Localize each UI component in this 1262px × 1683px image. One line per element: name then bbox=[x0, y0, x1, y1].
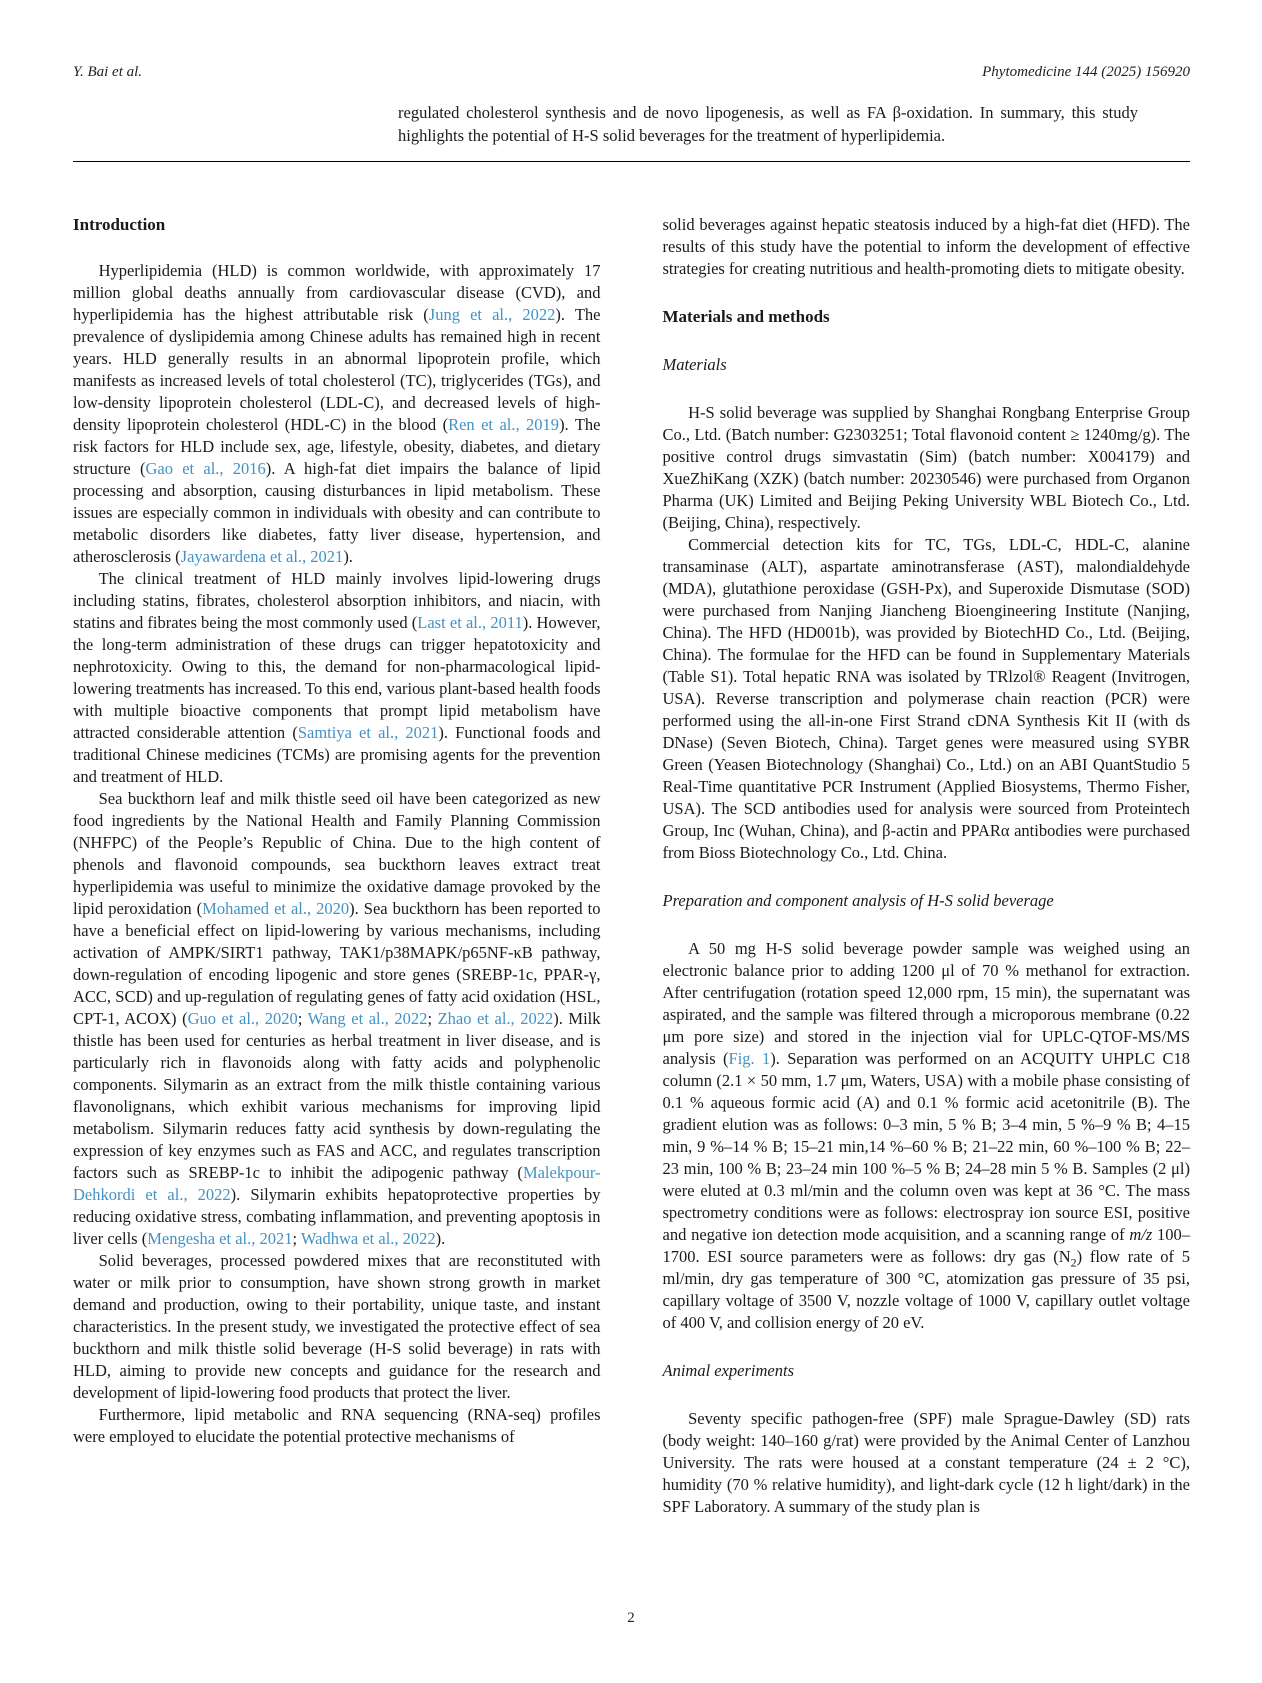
text-run: ). However, the long-term administration of these drugs can trigger hepatotoxicity and nephrotoxicity. Owing to this, the demand for non-pharmacological lipid-lowering treatments has increased. To this end, various plant-based health foods with multiple bioactive components that prompt lipid metabolism have attracted considerable attention ( bbox=[73, 613, 601, 742]
subsection-heading: Animal experiments bbox=[662, 1361, 795, 1380]
citation-link[interactable]: Gao et al., 2016 bbox=[145, 459, 266, 478]
subsection-heading: Preparation and component analysis of H-S solid beverage bbox=[662, 891, 1054, 910]
journal-reference: Phytomedicine 144 (2025) 156920 bbox=[982, 64, 1190, 80]
paragraph bbox=[663, 1408, 1191, 1518]
text-run: solid beverages against hepatic steatosis induced by a high-fat diet (HFD). The results of this study have the potential to inform the development of effective strategies for creating nutritious and health-promoting diets to mitigate obesity. bbox=[662, 215, 1190, 278]
paragraph bbox=[73, 260, 601, 568]
paragraph bbox=[73, 568, 601, 788]
text-run: ). The risk factors for HLD include sex, age, lifestyle, obesity, diabetes, and dietary structure ( bbox=[73, 415, 601, 478]
paragraph bbox=[663, 402, 1191, 534]
citation-link[interactable]: Last et al., 2011 bbox=[417, 613, 523, 632]
text-run: ). Functional foods and traditional Chinese medicines (TCMs) are promising agents for the prevention and treatment of HLD. bbox=[73, 723, 601, 786]
text-run: ). Separation was performed on an ACQUITY UHPLC C18 column (2.1 × 50 mm, 1.7 μm, Waters, USA) with a mobile phase consisting of 0.1 % aqueous formic acid (A) and 0.1 % formic acid acetonitrile (B). The gradient elution was as follows: 0–3 min, 5 % B; 3–4 min, 5 %–9 % B; 4–15 min, 9 %–14 % B; 15–21 min,14 %–60 % B; 21–22 min, 60 %–100 % B; 22–23 min, 100 % B; 23–24 min 100 %–5 % B; 24–28 min 5 % B. Samples (2 μl) were eluted at 0.3 ml/min and the column oven was kept at 36 °C. The mass spectrometry conditions were as follows: electrospray ion source ESI, positive and negative ion detection mode acquisition, and a scanning range of bbox=[662, 1049, 1191, 1244]
materials-and-methods-subsections bbox=[663, 354, 1191, 1518]
left-column bbox=[73, 214, 601, 1518]
text-run: Seventy specific pathogen-free (SPF) male Sprague-Dawley (SD) rats (body weight: 140–160 g/rat) were provided by the Animal Center of Lanzhou University. The rats were housed at a constant temperature (24 ± 2 °C), humidity (70 % relative humidity), and light-dark cycle (12 h light/dark) in the SPF Laboratory. A summary of the study plan is bbox=[662, 1409, 1190, 1516]
paragraph bbox=[73, 1404, 601, 1448]
text-run: 100–1700. ESI source parameters were as follows: dry gas (N bbox=[662, 1225, 1190, 1266]
text-run: Solid beverages, processed powdered mixes that are reconstituted with water or milk prior to consumption, have shown strong growth in market demand and production, owing to their portability, unique taste, and instant characteristics. In the present study, we investigated the protective effect of sea buckthorn and milk thistle solid beverage (H-S solid beverage) in rats with HLD, aiming to provide new concepts and guidance for the research and development of lipid-lowering food products that protect the liver. bbox=[73, 1251, 601, 1402]
text-run: ). A high-fat diet impairs the balance of lipid processing and absorption, causing disturbances in lipid metabolism. These issues are especially common in individuals with obesity and can contribute to metabolic disorders like diabetes, fatty liver disease, hypertension, and atherosclerosis ( bbox=[73, 459, 601, 566]
text-run: ). Silymarin exhibits hepatoprotective properties by reducing oxidative stress, combating inflammation, and preventing apoptosis in liver cells ( bbox=[73, 1185, 601, 1248]
text-run: Furthermore, lipid metabolic and RNA sequencing (RNA-seq) profiles were employed to elucidate the potential protective mechanisms of bbox=[73, 1405, 601, 1446]
citation-link[interactable]: Fig. 1 bbox=[728, 1049, 771, 1068]
text-run: ; bbox=[297, 1009, 308, 1028]
continuation-paragraph bbox=[663, 214, 1191, 280]
right-column bbox=[663, 214, 1191, 1518]
citation-link[interactable]: Mohamed et al., 2020 bbox=[202, 899, 350, 918]
paragraph bbox=[73, 788, 601, 1250]
section-heading-materials-and-methods: Materials and methods bbox=[662, 307, 830, 326]
text-run: The clinical treatment of HLD mainly involves lipid-lowering drugs including statins, fibrates, cholesterol absorption inhibitors, and niacin, with statins and fibrates being the most commonly used ( bbox=[73, 569, 601, 632]
citation-link[interactable]: Jayawardena et al., 2021 bbox=[180, 547, 344, 566]
content-columns bbox=[73, 214, 1190, 1518]
citation-link[interactable]: Zhao et al., 2022 bbox=[437, 1009, 554, 1028]
citation-link[interactable]: Samtiya et al., 2021 bbox=[297, 723, 439, 742]
citation-link[interactable]: Wadhwa et al., 2022 bbox=[300, 1229, 436, 1248]
subsection-heading: Materials bbox=[662, 355, 727, 374]
page-header bbox=[73, 64, 1190, 81]
citation-link[interactable]: Ren et al., 2019 bbox=[448, 415, 560, 434]
text-run: ). bbox=[435, 1229, 446, 1248]
text-run: A 50 mg H-S solid beverage powder sample was weighed using an electronic balance prior to adding 1200 μl of 70 % methanol for extraction. After centrifugation (rotation speed 12,000 rpm, 15 min), the supernatant was aspirated, and the sample was filtered through a microporous membrane (0.22 μm pore size) and stored in the injection vial for UPLC-QTOF-MS/MS analysis ( bbox=[662, 939, 1190, 1068]
text-run: H-S solid beverage was supplied by Shanghai Rongbang Enterprise Group Co., Ltd. (Batch number: G2303251; Total flavonoid content ≥ 1240mg/g). The positive control drugs simvastatin (Sim) (batch number: X004179) and XueZhiKang (XZK) (batch number: 20230546) were purchased from Organon Pharma (UK) Limited and Beijing Peking University WBL Biotech Co., Ltd. (Beijing, China), respectively. bbox=[662, 403, 1190, 532]
running-author: Y. Bai et al. bbox=[73, 64, 143, 80]
text-run: Commercial detection kits for TC, TGs, LDL-C, HDL-C, alanine transaminase (ALT), aspartate aminotransferase (AST), malondialdehyde (MDA), glutathione peroxidase (GSH-Px), and Superoxide Dismutase (SOD) were purchased from Nanjing Jiancheng Bioengineering Institute (Nanjing, China). The HFD (HD001b), was provided by BiotechHD Co., Ltd. (Beijing, China). The formulae for the HFD can be found in Supplementary Materials (Table S1). Total hepatic RNA was isolated by TRlzol® Reagent (Invitrogen, USA). Reverse transcription and polymerase chain reaction (PCR) were performed using the all-in-one First Strand cDNA Synthesis Kit II (with ds DNase) (Seven Biotech, China). Target genes were measured using SYBR Green (Yeasen Biotechnology (Shanghai) Co., Ltd.) on an ABI QuantStudio 5 Real-Time quantitative PCR Instrument (Applied Biosystems, Thermo Fisher, USA). The SCD antibodies used for analysis were sourced from Proteintech Group, Inc (Wuhan, China), and β-actin and PPARα antibodies were purchased from Bioss Biotechnology Co., Ltd. China. bbox=[662, 535, 1190, 862]
paragraph bbox=[73, 1250, 601, 1404]
page-footer bbox=[0, 1610, 1262, 1627]
introduction-paragraphs bbox=[73, 260, 601, 1448]
header-rule bbox=[73, 161, 1190, 162]
text-run: Sea buckthorn leaf and milk thistle seed oil have been categorized as new food ingredients by the National Health and Family Planning Commission (NHFPC) of the People’s Republic of China. Due to the high content of phenols and flavonoid compounds, sea buckthorn leaves extract treat hyperlipidemia was useful to minimize the oxidative damage provoked by the lipid peroxidation ( bbox=[73, 789, 601, 918]
section-heading-introduction: Introduction bbox=[73, 215, 166, 234]
text-run: ). Milk thistle has been used for centuries as herbal treatment in liver disease, and is particularly rich in flavonoids along with fatty acids and polyphenolic components. Silymarin as an extract from the milk thistle containing various flavonolignans, which exhibit various mechanisms for improving lipid metabolism. Silymarin reduces fatty acid synthesis by down-regulating the expression of key enzymes such as FAS and ACC, and regulates transcription factors such as SREBP-1c to inhibit the adipogenic pathway ( bbox=[73, 1009, 601, 1182]
text-run: m/z bbox=[1129, 1225, 1153, 1244]
text-run: ). bbox=[343, 547, 353, 566]
text-run: ; bbox=[292, 1229, 301, 1248]
paragraph bbox=[663, 534, 1191, 864]
text-run: 2 bbox=[1070, 1255, 1077, 1270]
text-run: ; bbox=[427, 1009, 438, 1028]
text-run: regulated cholesterol synthesis and de novo lipogenesis, as well as FA β-oxidation. In summary, this study highlights the potential of H-S solid beverages for the treatment of hyperlipidemia. bbox=[398, 103, 1138, 145]
text-run: ). The prevalence of dyslipidemia among Chinese adults has remained high in recent years. HLD generally results in an abnormal lipoprotein profile, which manifests as increased levels of total cholesterol (TC), triglycerides (TGs), and low-density lipoprotein cholesterol (LDL-C), and decreased levels of high-density lipoprotein cholesterol (HDL-C) in the blood ( bbox=[73, 305, 601, 434]
paragraph bbox=[663, 938, 1191, 1334]
citation-link[interactable]: Jung et al., 2022 bbox=[428, 305, 556, 324]
text-run: Hyperlipidemia (HLD) is common worldwide, with approximately 17 million global deaths annually from cardiovascular disease (CVD), and hyperlipidemia has the highest attributable risk ( bbox=[73, 261, 601, 324]
page-number: 2 bbox=[627, 1610, 635, 1626]
citation-link[interactable]: Guo et al., 2020 bbox=[187, 1009, 298, 1028]
text-run: ) flow rate of 5 ml/min, dry gas temperature of 300 °C, atomization gas pressure of 35 psi, capillary voltage of 3500 V, nozzle voltage of 1000 V, capillary outlet voltage of 400 V, and collision energy of 20 eV. bbox=[662, 1247, 1190, 1332]
abstract-continuation bbox=[398, 101, 1138, 147]
text-run: ). Sea buckthorn has been reported to have a beneficial effect on lipid-lowering by various mechanisms, including activation of AMPK/SIRT1 pathway, TAK1/p38MAPK/p65NF-κB pathway, down-regulation of encoding lipogenic and store genes (SREBP-1c, PPAR-γ, ACC, SCD) and up-regulation of regulating genes of fatty acid oxidation (HSL, CPT-1, ACOX) ( bbox=[73, 899, 601, 1028]
citation-link[interactable]: Malekpour-Dehkordi et al., 2022 bbox=[73, 1163, 601, 1204]
citation-link[interactable]: Wang et al., 2022 bbox=[307, 1009, 428, 1028]
citation-link[interactable]: Mengesha et al., 2021 bbox=[147, 1229, 293, 1248]
